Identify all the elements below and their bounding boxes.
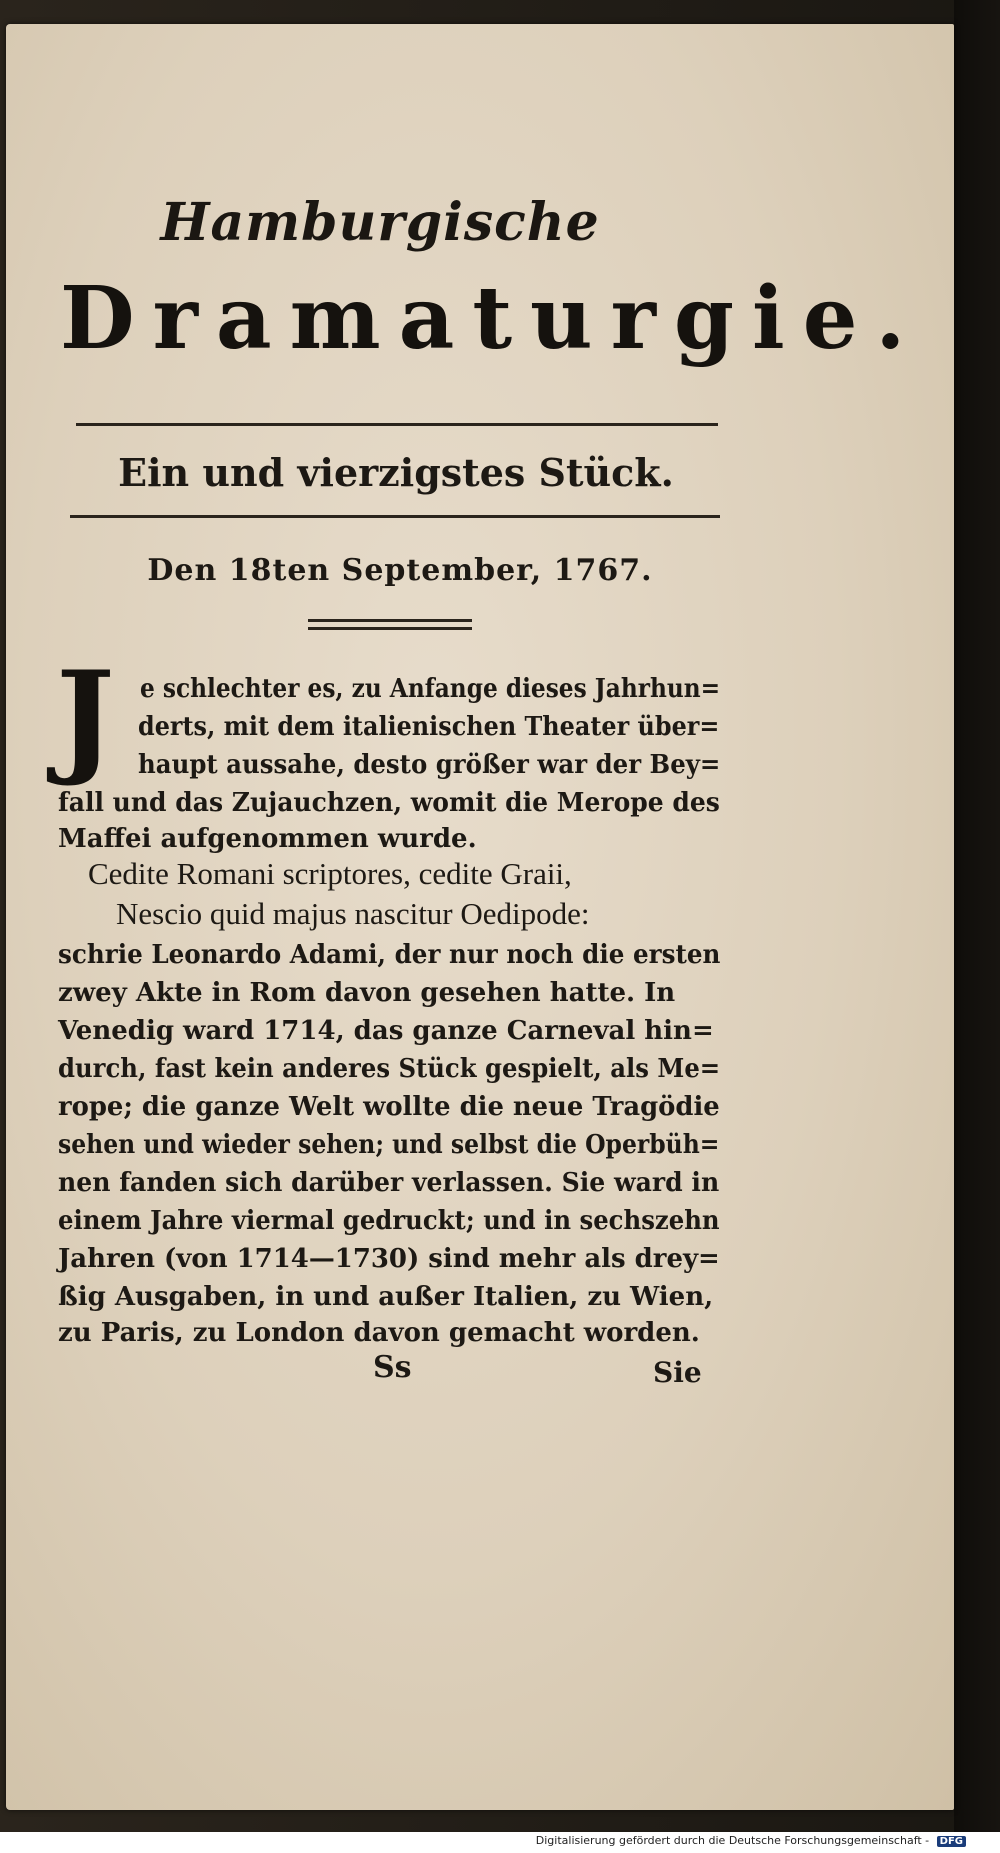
dfg-logo: DFG (937, 1836, 966, 1847)
text-line: fall und das Zujauchzen, womit die Merope des (58, 788, 720, 818)
verse-line: Nescio quid majus nascitur Oedipode: (116, 896, 590, 931)
text-line: zu Paris, zu London davon gemacht worden. (58, 1318, 700, 1348)
verse-line: Cedite Romani scriptores, cedite Graii, (88, 856, 572, 891)
text-line: durch, fast kein anderes Stück gespielt, als Me= (58, 1054, 721, 1084)
issue-subtitle: Ein und vierzigstes Stück. (118, 450, 674, 495)
issue-date: Den 18ten September, 1767. (147, 553, 653, 588)
text-line: rope; die ganze Welt wollte die neue Tragödie (58, 1092, 720, 1122)
text-line: einem Jahre viermal gedruckt; und in sechszehn (58, 1206, 720, 1236)
rule-middle (70, 515, 720, 518)
catchword: Sie (653, 1356, 702, 1389)
funding-note (536, 1834, 966, 1847)
ornament-rule-2 (308, 627, 472, 630)
text-line: Venedig ward 1714, das ganze Carneval hin= (58, 1016, 714, 1046)
signature-mark: Ss (373, 1350, 412, 1385)
title-line-2: Dramaturgie. (60, 268, 924, 369)
drop-cap: J (56, 645, 115, 790)
text-line: haupt aussahe, desto größer war der Bey= (138, 750, 721, 780)
rule-top (76, 423, 718, 426)
ornament-rule-1 (308, 619, 472, 622)
text-line: e schlechter es, zu Anfange dieses Jahrhun= (140, 674, 721, 704)
text-line: ßig Ausgaben, in und außer Italien, zu Wien, (58, 1282, 714, 1312)
text-line: Jahren (von 1714—1730) sind mehr als drey= (58, 1244, 720, 1274)
funding-text: Digitalisierung gefördert durch die Deutsche Forschungsgemeinschaft - (535, 1834, 930, 1847)
text-line: zwey Akte in Rom davon gesehen hatte. In (58, 978, 676, 1008)
text-line: derts, mit dem italienischen Theater über= (138, 712, 720, 742)
text-line: Maffei aufgenommen wurde. (58, 824, 477, 854)
text-line: schrie Leonardo Adami, der nur noch die ersten (58, 940, 721, 970)
book-edge (954, 0, 1000, 1853)
text-line: sehen und wieder sehen; und selbst die Operbüh= (58, 1130, 720, 1160)
text-line: nen fanden sich darüber verlassen. Sie ward in (58, 1168, 720, 1198)
title-line-1: Hamburgische (160, 192, 600, 253)
